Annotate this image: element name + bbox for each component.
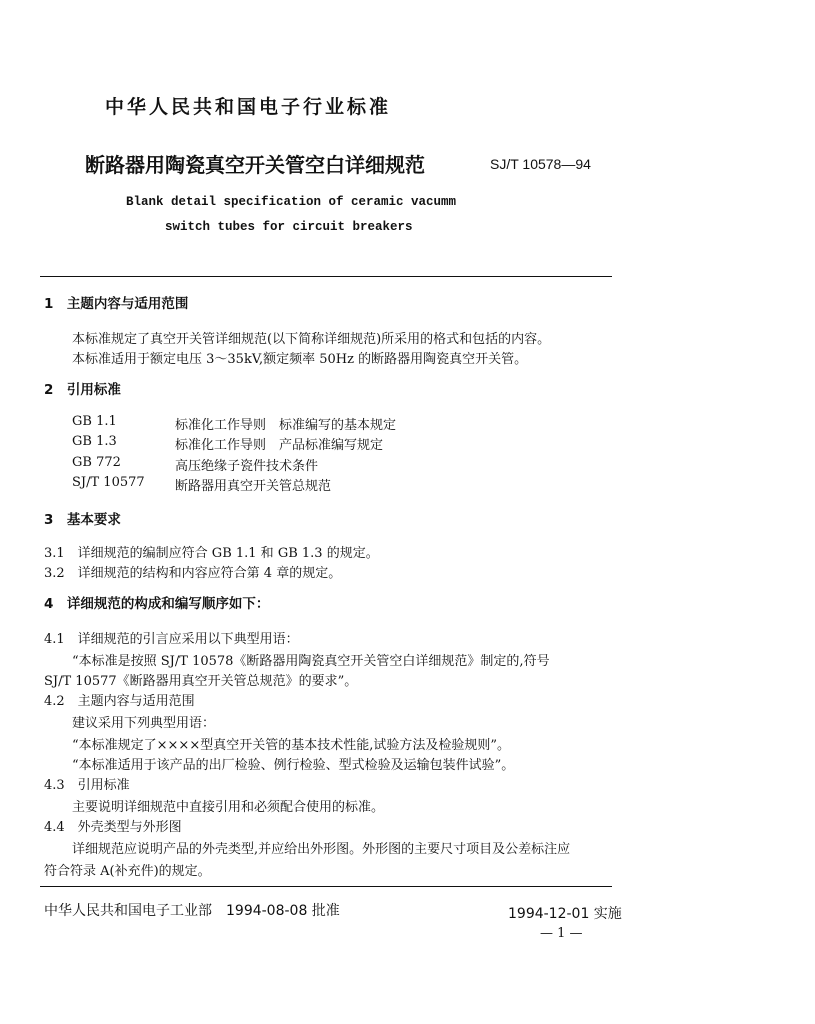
english-title-line-1: Blank detail specification of ceramic vacumm [126,195,457,209]
section-3-heading: 3 基本要求 [44,512,121,528]
standard-code: SJ/T 10578—94 [490,156,591,172]
clause-4-4-text-line-2: 符合符录 A(补充件)的规定。 [44,864,211,879]
page-number: — 1 — [540,926,583,941]
clause-4-4-text-line-1: 详细规范应说明产品的外壳类型,并应给出外形图。外形图的主要尺寸项目及公差标注应 [72,842,571,857]
clause-4-3-text: 主要说明详细规范中直接引用和必须配合使用的标准。 [72,800,385,815]
ref-code: GB 1.3 [72,434,117,449]
effective-date: 1994-12-01 实施 [508,906,622,922]
clause-4-2-intro: 建议采用下列典型用语： [72,716,216,731]
section-4-heading: 4 详细规范的构成和编写顺序如下： [44,596,270,612]
header-rule [40,276,612,277]
clause-4-1: 4.1 详细规范的引言应采用以下典型用语： [44,632,299,647]
issuer-heading: 中华人民共和国电子行业标准 [105,96,392,118]
clause-4-2-quote-1: “本标准规定了××××型真空开关管的基本技术性能,试验方法及检验规则”。 [72,738,510,753]
clause-4-3: 4.3 引用标准 [44,778,130,793]
clause-4-2: 4.2 主题内容与适用范围 [44,694,195,709]
approval-line: 中华人民共和国电子工业部 1994-08-08 批准 [44,903,340,919]
ref-title: 标准化工作导则 产品标准编写规定 [175,438,384,453]
clause-3-1: 3.1 详细规范的编制应符合 GB 1.1 和 GB 1.3 的规定。 [44,546,379,561]
footer-rule [40,886,612,887]
clause-4-1-quote-line-1: “本标准是按照 SJ/T 10578《断路器用陶瓷真空开关管空白详细规范》制定的,符号 [72,654,550,669]
section-2-heading: 2 引用标准 [44,382,121,398]
clause-4-2-quote-2: “本标准适用于该产品的出厂检验、例行检验、型式检验及运输包装件试验”。 [72,758,515,773]
clause-3-2: 3.2 详细规范的结构和内容应符合第 4 章的规定。 [44,566,342,581]
section-1-paragraph-2: 本标准适用于额定电压 3～35kV,额定频率 50Hz 的断路器用陶瓷真空开关管。 [72,352,528,367]
standard-title: 断路器用陶瓷真空开关管空白详细规范 [85,153,425,177]
ref-code: GB 1.1 [72,414,117,429]
english-title-line-2: switch tubes for circuit breakers [165,220,413,234]
ref-title: 高压绝缘子瓷件技术条件 [175,459,319,474]
section-1-heading: 1 主题内容与适用范围 [44,296,189,312]
ref-code: SJ/T 10577 [72,475,145,490]
ref-code: GB 772 [72,455,121,470]
ref-title: 断路器用真空开关管总规范 [175,479,332,494]
clause-4-1-quote-line-2: SJ/T 10577《断路器用真空开关管总规范》的要求”。 [44,674,358,689]
ref-title: 标准化工作导则 标准编写的基本规定 [175,418,397,433]
clause-4-4: 4.4 外壳类型与外形图 [44,820,182,835]
section-1-paragraph-1: 本标准规定了真空开关管详细规范(以下简称详细规范)所采用的格式和包括的内容。 [72,332,551,347]
